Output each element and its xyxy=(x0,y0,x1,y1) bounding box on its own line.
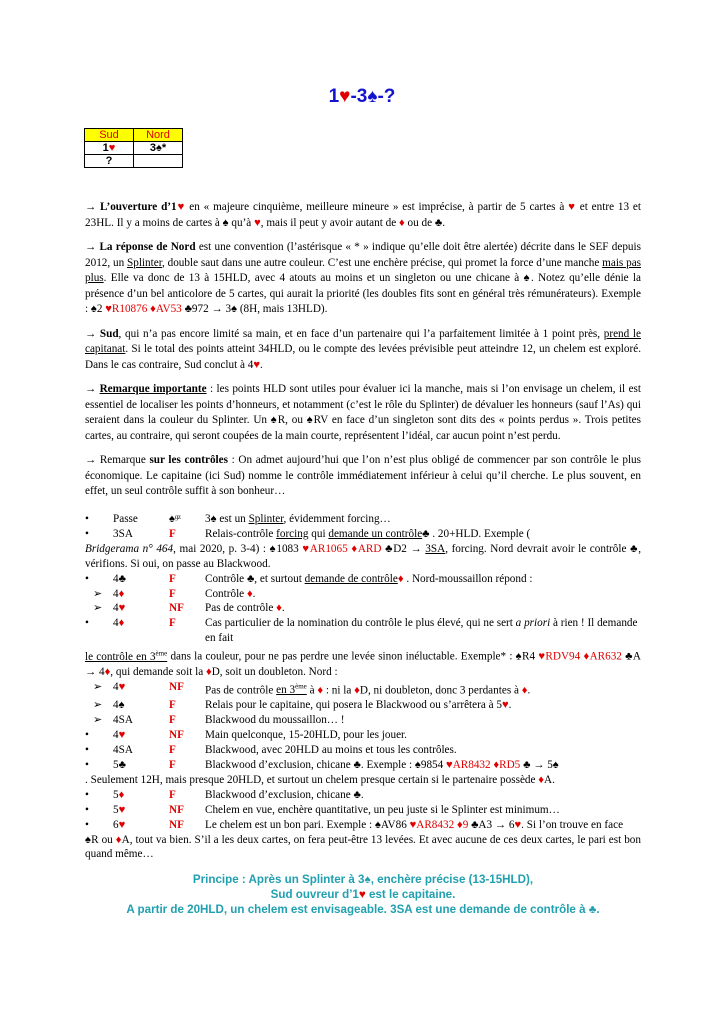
list-item-4c-4h: ➢ 4♥ NF Pas de contrôle ♦. xyxy=(93,602,285,615)
paragraph-controls: → Remarque sur les contrôles : On admet aujourd’hui que l’on n’est plus obligé de commencer par son contrôle le plus économique. Le capitaine (ici Sud) nomme le contrôle immédiatement inférieur à celui qu’il cherche. Le plus souvent, en effet, un seul contrôle suffit à son bonheur… xyxy=(85,454,642,497)
header-nord: Nord xyxy=(134,129,183,142)
list-item-4d-4s: ➢ 4♠ F Relais pour le capitaine, qui posera le Blackwood ou s’arrêtera à 5♥. xyxy=(93,699,512,712)
paragraph-opening: → L’ouverture d’1♥ en « majeure cinquième, meilleure mineure » est imprécise, à partir de 5 cartes à ♥ et entre 13 et 23HL. Il y a moins de cartes à ♠ qu’à ♥, mais il peut y avoir autant de ♦ ou de ♣. xyxy=(85,201,642,229)
list-item-passe: • Passe ♠ᶢᶻ 3♠ est un Splinter, évidemment forcing… xyxy=(85,513,391,525)
list-item-3sa: • 3SA F Relais-contrôle forcing qui demande un contrôle♣ . 20+HLD. Exemple ( xyxy=(85,527,531,540)
principle-line-3: A partir de 20HLD, un chelem est envisageable. 3SA est une demande de contrôle à ♣. xyxy=(126,903,600,916)
list-item-5d: • 5♦ F Blackwood d’exclusion, chicane ♣. xyxy=(85,788,364,801)
list-item-5h: • 5♥ NF Chelem en vue, enchère quantitative, un peu juste si le Splinter est minimum… xyxy=(85,803,560,816)
heart-icon: ♥ xyxy=(339,86,351,107)
list-item-4d-4h: ➢ 4♥ NF Pas de contrôle en 3ème à ♦ : ni la ♦D, ni doubleton, donc 3 perdantes à ♦. xyxy=(93,680,531,697)
list-item-4d: • 4♦ F Cas particulier de la nomination du contrôle le plus élevé, qui ne sert a priori à rien ! Il demande en fait xyxy=(85,617,638,645)
list-item-4c: • 4♣ F Contrôle ♣, et surtout demande de contrôle♦ . Nord-moussaillon répond : xyxy=(85,572,533,585)
paragraph-response: → La réponse de Nord est une convention (l’astérisque « * » indique qu’elle doit être alertée) décrite dans le SEF depuis 2012, un Splinter, double saut dans une autre couleur. C’est une enchère précise, qui promet la force d’une manche mais pas plus. Elle va donc de 13 à 15HLD, avec 4 atouts au moins et un singleton ou une chicane à ♠. Notez qu’elle dénie la présence d’un bel anticolore de 5 cartes, qui aurait la priorité (les doubles fits sont en général très rémunérateurs). Exemple : ♠2 ♥R10876 ♦AV53 ♣972 → 3♠ (8H, mais 13HLD). xyxy=(85,241,642,315)
body-text xyxy=(85,200,641,509)
cell-nord-2 xyxy=(134,155,183,168)
header-sud: Sud xyxy=(85,129,134,142)
bidding-table xyxy=(84,128,183,168)
principle-line-2: Sud ouvreur d’1♥ est le capitaine. xyxy=(270,888,456,901)
principle-box xyxy=(85,872,641,917)
list-item-4h: • 4♥ NF Main quelconque, 15-20HLD, pour les jouer. xyxy=(85,729,407,742)
cell-sud-2: ? xyxy=(85,155,134,168)
paragraph-sud: → Sud, qui n’a pas encore limité sa main, et en face d’un partenaire qui l’a parfaitement limitée à 1 point près, prend le capitanat. Si le total des points atteint 34HLD, ou le compte des levées prévisible peut atteindre 12, un chelem est exploré. Dans le cas contraire, Sud conclut à 4♥. xyxy=(85,327,641,371)
list-item-3sa-cont: Bridgerama n° 464, mai 2020, p. 3-4) : ♠1083 ♥AR1065 ♦ARD ♣D2 → 3SA, forcing. Nord devrait avoir le contrôle ♣, vérifions. Si oui, on passe au Blackwood. xyxy=(85,542,642,570)
list-item-5c-cont: . Seulement 12H, mais presque 20HLD, et surtout un chelem presque certain si le partenaire possède ♦A. xyxy=(85,773,555,786)
list-item-6h-cont: ♠R ou ♦A, tout va bien. S’il a les deux cartes, on fera peut-être 13 levées. Et avec aucune de ces deux cartes, le pari est bon quand même… xyxy=(85,833,641,861)
list-item-4c-4d: ➢ 4♦ F Contrôle ♦. xyxy=(93,587,256,600)
principle-line-1: Principe : Après un Splinter à 3♠, enchère précise (13-15HLD), xyxy=(192,873,534,886)
cell-sud-1: 1♥ xyxy=(85,142,134,155)
list-item-5c: • 5♣ F Blackwood d’exclusion, chicane ♣. Exemple : ♠9854 ♥AR8432 ♦RD5 ♣ → 5♠ xyxy=(85,758,559,771)
list-item-6h: • 6♥ NF Le chelem est un bon pari. Exemple : ♠AV86 ♥AR8432 ♦9 ♣A3 → 6♥. Si l’on trouve en face xyxy=(85,818,624,831)
list-item-4d-cont: le contrôle en 3ème dans la couleur, pour ne pas perdre une levée sinon inéluctable. Exemple* : ♠R4 ♥RDV94 ♦AR632 ♣A → 4♦, qui demande soit la ♦D, soit un doubleton. Nord : xyxy=(85,649,641,678)
bid-list xyxy=(85,512,641,862)
list-item-4d-4sa: ➢ 4SA F Blackwood du moussaillon… ! xyxy=(93,714,345,727)
cell-nord-1: 3♠* xyxy=(134,142,183,155)
list-item-4sa: • 4SA F Blackwood, avec 20HLD au moins et tous les contrôles. xyxy=(85,744,457,757)
paragraph-remark: → Remarque importante : les points HLD sont utiles pour évaluer ici la manche, mais si l’on envisage un chelem, il est essentiel de localiser les points d’honneurs, et notamment (c’est le rôle du Splinter) de dévaluer les honneurs (sauf l’As) qui seraient dans la couleur du Splinter. Un ♠R, ou ♠RV en face d’un singleton sont dits des « points perdus ». Trois petites cartes, au contraire, qui seront coupées de la main courte, représentent l’idéal, car aucun point n’est perdu. xyxy=(85,383,641,442)
spade-icon: ♠ xyxy=(367,86,378,107)
page-title: 1♥-3♠-? xyxy=(328,86,396,107)
